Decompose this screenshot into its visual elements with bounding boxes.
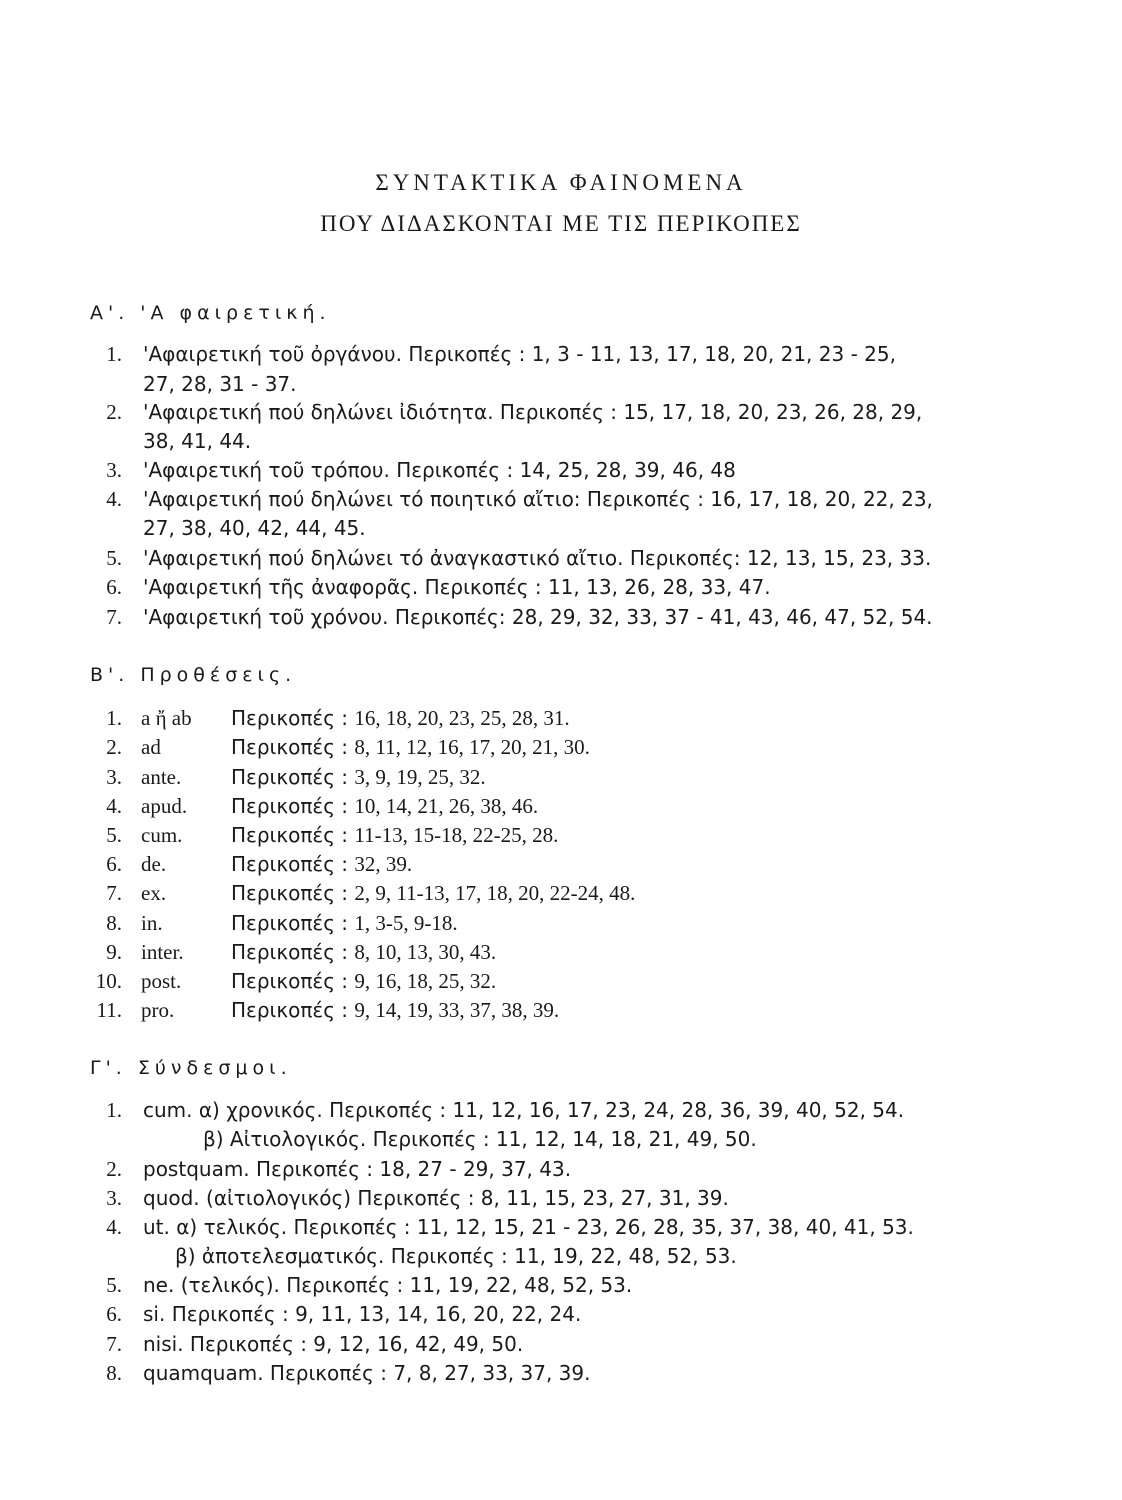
item-number: 8. [106,1361,122,1385]
item-text: 'Αφαιρετική τοῦ χρόνου. Περικοπές: 28, 29, 32, 33, 37 - 41, 43, 46, 47, 52, 54. [143,605,933,629]
item-text-continued: 27, 28, 31 - 37. [143,372,297,396]
item-text: 'Αφαιρετική τοῦ ὀργάνου. Περικοπές : 1, 3 - 11, 13, 17, 18, 20, 21, 23 - 25, [143,342,896,366]
refs-label: Περικοπές : [231,823,349,847]
item-number: 6. [106,575,122,599]
refs-label: Περικοπές : [231,706,349,730]
item-text: 'Αφαιρετική πού δηλώνει τό ἀναγκαστικό αἴτιο. Περικοπές: 12, 13, 15, 23, 33. [143,546,932,570]
preposition-word: cum. [141,823,183,847]
item-number: 5. [106,1273,122,1297]
refs-values: 8, 10, 13, 30, 43. [354,940,497,964]
refs-label: Περικοπές : [231,969,349,993]
item-number: 4. [106,487,122,511]
refs-values: 1, 3-5, 9-18. [354,911,458,935]
preposition-word: a ἤ ab [141,706,192,730]
page-title: ΣΥΝΤΑΚΤΙΚΑ ΦΑΙΝΟΜΕΝΑ [375,170,747,195]
page-subtitle: ΠΟΥ ΔΙΔΑΣΚΟΝΤΑΙ ΜΕ ΤΙΣ ΠΕΡΙΚΟΠΕΣ [320,211,802,236]
item-text-continued: 38, 41, 44. [143,429,252,453]
refs-values: 8, 11, 12, 16, 17, 20, 21, 30. [354,735,590,759]
refs-label: Περικοπές : [231,998,349,1022]
refs-label: Περικοπές : [231,765,349,789]
item-number: 3. [106,1186,122,1210]
item-number: 2. [106,400,122,424]
item-number: 1. [106,706,122,730]
refs-label: Περικοπές : [231,911,349,935]
item-number: 4. [106,794,122,818]
preposition-word: pro. [141,998,175,1022]
item-text: 'Αφαιρετική τῆς ἀναφορᾶς. Περικοπές : 11, 13, 26, 28, 33, 47. [143,575,771,599]
refs-values: 11-13, 15-18, 22-25, 28. [354,823,559,847]
item-text: quod. (αἰτιολογικός) Περικοπές : 8, 11, 15, 23, 27, 31, 39. [143,1186,729,1210]
refs-values: 16, 18, 20, 23, 25, 28, 31. [354,706,570,730]
item-text: cum. α) χρονικός. Περικοπές : 11, 12, 16, 17, 23, 24, 28, 36, 39, 40, 52, 54. [143,1098,905,1122]
item-text: ut. α) τελικός. Περικοπές : 11, 12, 15, 21 - 23, 26, 28, 35, 37, 38, 40, 41, 53. [143,1215,914,1239]
item-number: 7. [106,605,122,629]
item-subtext: β) Αἰτιολογικός. Περικοπές : 11, 12, 14, 18, 21, 49, 50. [203,1127,757,1151]
item-subtext: β) ἀποτελεσματικός. Περικοπές : 11, 19, 22, 48, 52, 53. [175,1244,737,1268]
preposition-word: apud. [141,794,188,818]
refs-values: 2, 9, 11-13, 17, 18, 20, 22-24, 48. [354,881,636,905]
refs-label: Περικοπές : [231,852,349,876]
item-number: 5. [106,823,122,847]
item-text: postquam. Περικοπές : 18, 27 - 29, 37, 43. [143,1157,572,1181]
item-number: 10. [95,969,122,993]
item-number: 6. [106,852,122,876]
item-number: 7. [106,1332,122,1356]
item-text-continued: 27, 38, 40, 42, 44, 45. [143,516,366,540]
item-number: 7. [106,881,122,905]
section-a-heading: Α'. 'Α φαιρετική. [90,302,331,324]
item-text: ne. (τελικός). Περικοπές : 11, 19, 22, 48, 52, 53. [143,1273,633,1297]
refs-values: 9, 14, 19, 33, 37, 38, 39. [354,998,560,1022]
item-number: 6. [106,1302,122,1326]
item-number: 9. [106,940,122,964]
item-text: nisi. Περικοπές : 9, 12, 16, 42, 49, 50. [143,1332,524,1356]
preposition-word: in. [141,911,163,935]
refs-label: Περικοπές : [231,940,349,964]
refs-values: 3, 9, 19, 25, 32. [354,765,486,789]
preposition-word: post. [141,969,182,993]
item-text: 'Αφαιρετική τοῦ τρόπου. Περικοπές : 14, 25, 28, 39, 46, 48 [143,458,736,482]
item-number: 2. [106,1157,122,1181]
refs-values: 10, 14, 21, 26, 38, 46. [354,794,539,818]
item-number: 3. [106,765,122,789]
refs-values: 9, 16, 18, 25, 32. [354,969,497,993]
item-number: 11. [96,998,122,1022]
refs-label: Περικοπές : [231,881,349,905]
preposition-word: inter. [141,940,184,964]
item-number: 2. [106,735,122,759]
refs-label: Περικοπές : [231,794,349,818]
item-number: 4. [106,1215,122,1239]
item-number: 1. [106,342,122,366]
refs-values: 32, 39. [354,852,413,876]
preposition-word: ad [141,735,161,759]
item-number: 1. [106,1098,122,1122]
preposition-word: ex. [141,881,167,905]
item-text: 'Αφαιρετική πού δηλώνει ἰδιότητα. Περικοπές : 15, 17, 18, 20, 23, 26, 28, 29, [143,400,923,424]
item-text: 'Αφαιρετική πού δηλώνει τό ποιητικό αἴτιο: Περικοπές : 16, 17, 18, 20, 22, 23, [143,487,933,511]
preposition-word: de. [141,852,167,876]
preposition-word: ante. [141,765,182,789]
refs-label: Περικοπές : [231,735,349,759]
section-b-heading: Β'. Προθέσεις. [90,664,297,686]
item-number: 3. [106,458,122,482]
item-number: 5. [106,546,122,570]
section-c-heading: Γ'. Σύνδεσμοι. [90,1057,292,1079]
item-text: si. Περικοπές : 9, 11, 13, 14, 16, 20, 22, 24. [143,1302,582,1326]
item-text: quamquam. Περικοπές : 7, 8, 27, 33, 37, 39. [143,1361,591,1385]
item-number: 8. [106,911,122,935]
